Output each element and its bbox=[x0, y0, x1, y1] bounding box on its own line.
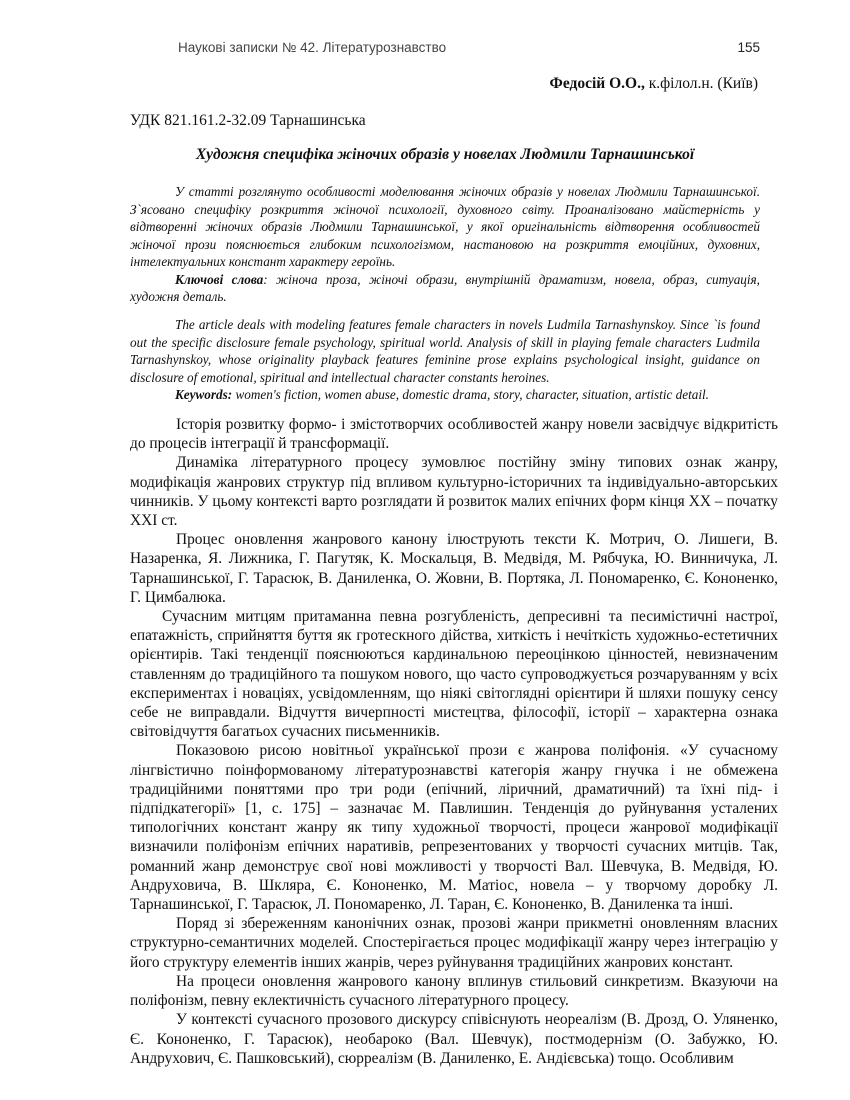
body-paragraph: Процес оновлення жанрового канону ілюструють тексти К. Мотрич, О. Лишеги, В. Назаренка, Я. Лижника, Г. Пагутяк, К. Москальця, В. Медвідя, М. Рябчука, Ю. Винничука, Л. Тарнашинської, Г. Тарасюк, В. Даниленка, О. Жовни, В. Портяка, Л. Пономаренко, Є. Кононенко, Г. Цимбалюка. bbox=[130, 531, 778, 606]
body-paragraph: Історія розвитку формо- і змістотворчих особливостей жанру новели засвідчує відкритість до процесів інтеграції й трансформації. bbox=[130, 416, 778, 453]
body-paragraph: На процеси оновлення жанрового канону вплинув стильовий синкретизм. Вказуючи на поліфонізм, певну еклектичність сучасного літературного процесу. bbox=[130, 972, 778, 1010]
body-paragraph: Показовою рисою новітньої української прози є жанрова поліфонія. «У сучасному лінгвістично поінформованому літературознавстві категорія жанру гнучка і не обмежена традиційними поняттями про три роди (епічний, ліричний, драматичний) та їхні під- і підпідкатегорії» [1, с. 175] – зазначає М. Павлишин. Тенденція до руйнування усталених типологічних констант жанру як типу художньої творчості, процеси жанрової модифікації визначили поліфонізм епічних наративів, репрезентованих у творчості сучасних митців. Так, романний жанр демонструє свої нові можливості у творчості Вал. Шевчука, В. Медвідя, Ю. Андруховича, В. Шкляра, Є. Кононенко, М. Матіос, новела – у творчому доробку Л. Тарнашинської, Г. Тарасюк, Л. Пономаренко, Л. Таран, Є. Кононенко, В. Даниленка та інші. bbox=[130, 742, 778, 914]
author-details: к.філол.н. (Київ) bbox=[648, 75, 758, 92]
udc-code: УДК 821.161.2-32.09 Тарнашинська bbox=[130, 112, 366, 129]
author-name: Федосій О.О., bbox=[549, 75, 645, 92]
keywords-text: women's fiction, women abuse, domestic drama, story, character, situation, artistic detail. bbox=[232, 387, 709, 402]
keywords-label: Ключові слова bbox=[175, 271, 264, 287]
body-paragraph: Динаміка літературного процесу зумовлює постійну зміну типових ознак жанру, модифікація жанрових структур під впливом культурно-історичних та індивідуально-авторських чинників. У цьому контексті варто розглядати й розвиток малих епічних форм кінця ХХ – початку ХХІ ст. bbox=[130, 454, 778, 530]
article-body bbox=[130, 415, 778, 1068]
body-paragraph: У контексті сучасного прозового дискурсу співіснують неореалізм (В. Дрозд, О. Уляненко, Є. Кононенко, Г. Тарасюк), необароко (Вал. Шевчук), постмодернізм (О. Забужко, Ю. Андрухович, Є. Пашковський), сюрреалізм (В. Даниленко, Е. Андієвська) тощо. Особливим bbox=[130, 1011, 778, 1067]
abstract-text: У статті розглянуто особливості моделювання жіночих образів у новелах Людмили Тарнашинської. З`ясовано специфіку розкриття жіночої психології, духовного світу. Проаналізовано майстерність у відтворенні жіночих образів Людмили Тарнашинської, у якої оригінальність відтворення особливостей жіночої прози пояснюється глибоким психологізмом, настановою на розкриття емоційних, духовних, інтелектуальних констант характеру героїнь. bbox=[130, 184, 760, 269]
page-number: 155 bbox=[737, 40, 760, 55]
article-title: Художня специфіка жіночих образів у новелах Людмили Тарнашинської bbox=[195, 146, 695, 163]
abstract-ukrainian bbox=[130, 183, 760, 306]
journal-title: Наукові записки № 42. Літературознавство bbox=[178, 40, 447, 55]
keywords-paragraph bbox=[130, 271, 760, 306]
abstract-text: The article deals with modeling features female characters in novels Ludmila Tarnashynskoy. Since `is found out the specific disclosure female psychology, spiritual world. Analysis of skill in playing female characters Ludmila Tarnashynskoy, whose originality playback features feminine prose explains psychological insight, guidance on disclosure of emotional, spiritual and intellectual character constants heroines. bbox=[130, 317, 760, 385]
keywords-label: Keywords: bbox=[175, 387, 233, 402]
abstract-english bbox=[130, 316, 760, 404]
body-paragraph: Сучасним митцям притаманна певна розгубленість, депресивні та песимістичні настрої, епатажність, сприйняття буття як гротескного дійства, хиткість і нечіткість художньо-естетичних орієнтирів. Такі тенденції пояснюються кардинальною переоцінкою цінностей, невизначеним ставленням до традиційного та пошуком нового, що часто супроводжується розчаруванням у всіх експериментах і новаціях, усвідомленням, що ніякі світоглядні орієнтири й шляхи пошуку сенсу себе не виправдали. Відчуття вичерпності мистецтва, філософії, історії – характерна ознака світовідчуття багатьох сучасних письменників. bbox=[130, 608, 778, 741]
keywords-text: : жіноча проза, жіночі образи, внутрішній драматизм, новела, образ, ситуація, художня деталь. bbox=[130, 271, 760, 304]
keywords-paragraph bbox=[130, 386, 760, 404]
running-header bbox=[178, 40, 760, 60]
author-line bbox=[550, 75, 758, 93]
body-paragraph: Поряд зі збереженням канонічних ознак, прозові жанри прикметні оновленням власних структурно-семантичних моделей. Спостерігається процес модифікації жанру через інтеграцію у його структуру елементів інших жанрів, через руйнування традиційних жанрових констант. bbox=[130, 915, 778, 971]
